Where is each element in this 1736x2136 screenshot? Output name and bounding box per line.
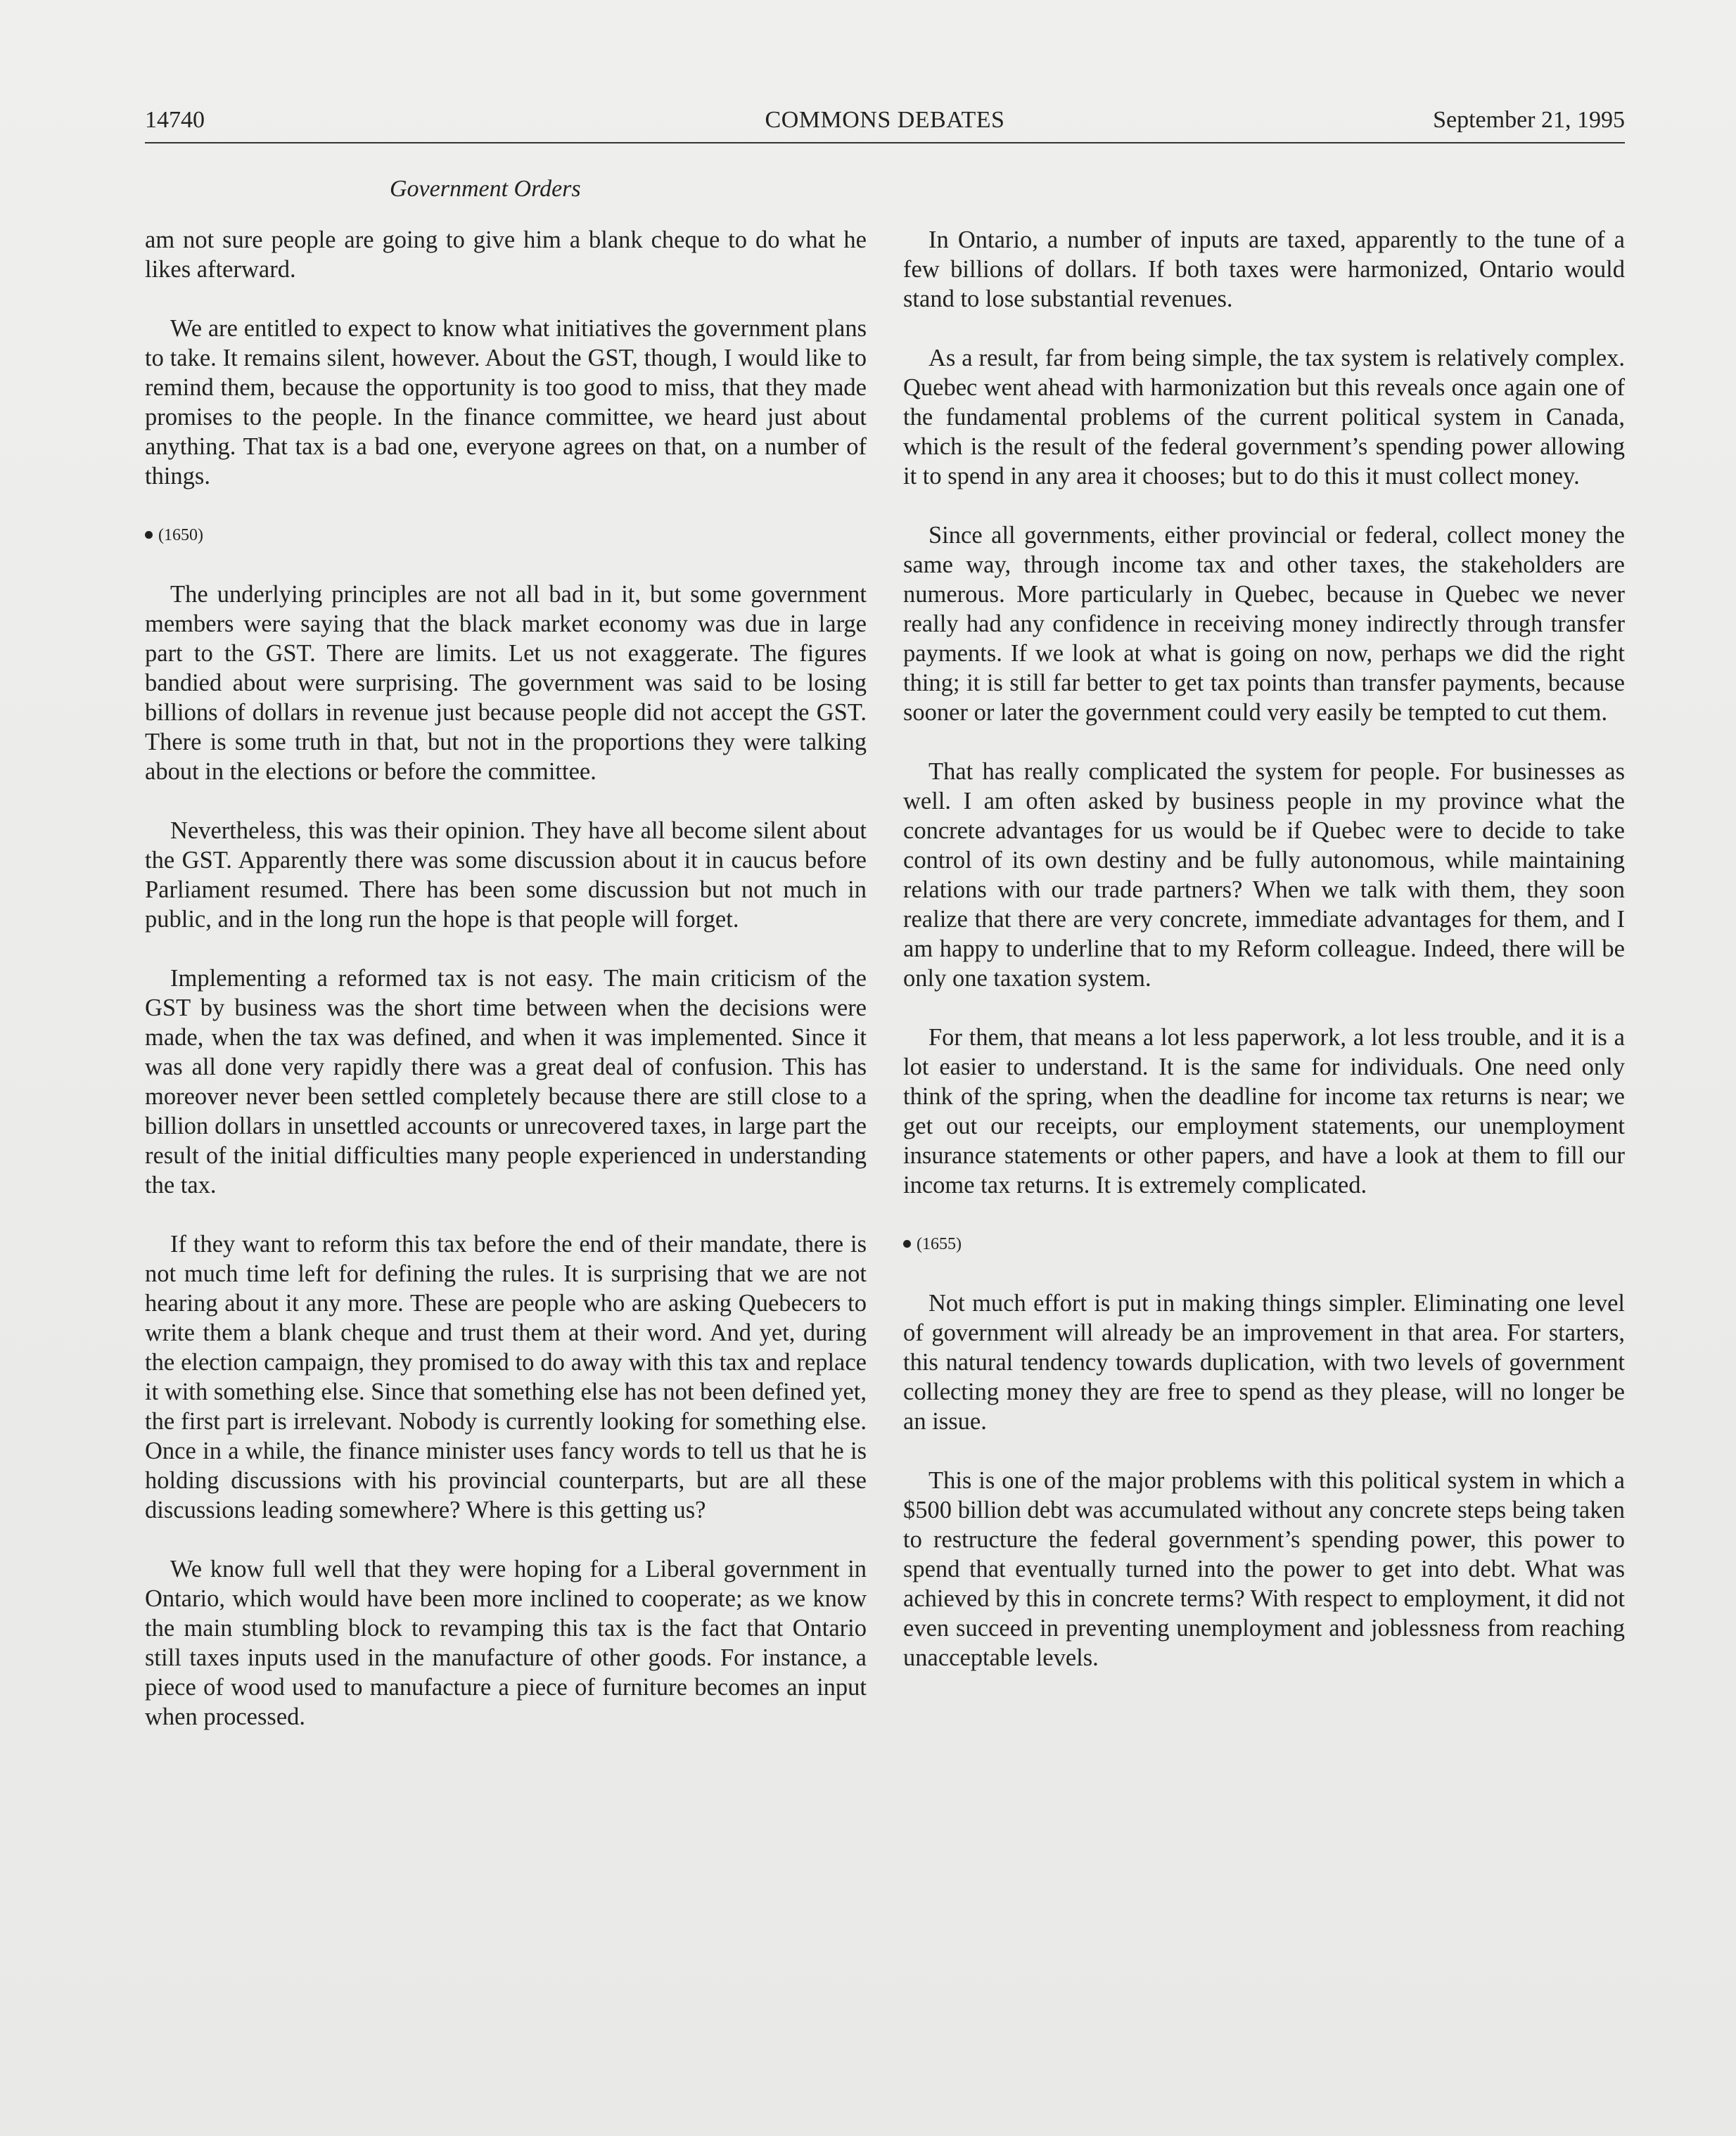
paragraph: This is one of the major problems with this political system in which a $500 billion debt was accumulated without any concrete steps being taken to restructure the federal government’s spending power, this power to spend that eventually turned into the power to get into debt. What was achieved by this in concrete terms? With respect to employment, it did not even succeed in preventing unemployment and joblessness from reaching unacceptable levels. (903, 1467, 1625, 1671)
paragraph: If they want to reform this tax before the end of their mandate, there is not much time left for defining the rules. It is surprising that we are not hearing about it any more. These are people who are asking Quebecers to write them a blank cheque and trust them at their word. And yet, during the election campaign, they promised to do away with this tax and replace it with something else. Since that something else has not been defined yet, the first part is irrelevant. Nobody is currently looking for something else. Once in a while, the finance minister uses fancy words to tell us that he is holding discussions with his provincial counterparts, but are all these discussions leading somewhere? Where is this getting us? (145, 1231, 867, 1523)
time-marker (903, 1229, 1625, 1259)
right-column (903, 225, 1625, 1702)
paragraph: That has really complicated the system for people. For businesses as well. I am often asked by business people in my province what the concrete advantages for us would be if Quebec were to decide to take control of its own destiny and be fully autonomous, while maintaining relations with our trade partners? When we talk with them, they soon realize that there are very concrete, immediate advantages for them, and I am happy to underline that to my Reform colleague. Indeed, there will be only one taxation system. (903, 758, 1625, 992)
time-marker-label: (1655) (917, 1235, 962, 1253)
page-header (145, 103, 1625, 138)
paragraph: Implementing a reformed tax is not easy. The main criticism of the GST by business was the short time between when the decisions were made, when the tax was defined, and when it was implemented. Since it was all done very rapidly there was a great deal of confusion. This has moreover never been settled completely because there are still close to a billion dollars in unsettled accounts or unrecovered taxes, in large part the result of the initial difficulties many people experienced in understanding the tax. (145, 965, 867, 1198)
paragraph: Not much effort is put in making things simpler. Eliminating one level of government will already be an improvement in that area. For starters, this natural tendency towards duplication, with two levels of government collecting money they are free to spend as they please, will no longer be an issue. (903, 1290, 1625, 1435)
paragraph: As a result, far from being simple, the tax system is relatively complex. Quebec went ahead with harmonization but this reveals once again one of the fundamental problems of the current political system in Canada, which is the result of the federal government’s spending power allowing it to spend in any area it chooses; but to do this it must collect money. (903, 345, 1625, 490)
paragraph: Nevertheless, this was their opinion. They have all become silent about the GST. Apparently there was some discussion about it in caucus before Parliament resumed. There has been some discussion but not much in public, and in the long run the hope is that people will forget. (145, 817, 867, 933)
bullet-icon (903, 1240, 911, 1248)
paragraph: We are entitled to expect to know what initiatives the government plans to take. It remains silent, however. About the GST, though, I would like to remind them, because the opportunity is too good to miss, that they made promises to the people. In the finance committee, we heard just about anything. That tax is a bad one, everyone agrees on that, on a number of things. (145, 315, 867, 490)
header-date: September 21, 1995 (1433, 107, 1625, 133)
paragraph: We know full well that they were hoping for a Liberal government in Ontario, which would have been more inclined to cooperate; as we know the main stumbling block to revamping this tax is the fact that Ontario still taxes inputs used in the manufacture of other goods. For instance, a piece of wood used to manufacture a piece of furniture becomes an input when processed. (145, 1556, 867, 1730)
time-marker-label: (1650) (158, 526, 203, 544)
paragraph: In Ontario, a number of inputs are taxed, apparently to the tune of a few billions of dollars. If both taxes were harmonized, Ontario would stand to lose substantial revenues. (903, 226, 1625, 312)
bullet-icon (145, 531, 153, 539)
page-number: 14740 (145, 107, 205, 133)
time-marker (145, 520, 867, 550)
left-column (145, 225, 867, 1761)
publication-title: COMMONS DEBATES (765, 107, 1005, 133)
header-rule (145, 142, 1625, 143)
paragraph: Since all governments, either provincial or federal, collect money the same way, through income tax and other taxes, the stakeholders are numerous. More particularly in Quebec, because in Quebec we never really had any confidence in receiving money indirectly through transfer payments. If we look at what is going on now, perhaps we did the right thing; it is still far better to get tax points than transfer payments, because sooner or later the government could very easily be tempted to cut them. (903, 522, 1625, 726)
continued-paragraph: am not sure people are going to give him a blank cheque to do what he likes afterward. (145, 226, 867, 283)
paragraph: For them, that means a lot less paperwork, a lot less trouble, and it is a lot easier to understand. It is the same for individuals. One need only think of the spring, when the deadline for income tax returns is near; we get out our receipts, our employment statements, our unemployment insurance statements or other papers, and have a look at them to fill our income tax returns. It is extremely complicated. (903, 1024, 1625, 1198)
section-label: Government Orders (390, 176, 581, 202)
paragraph: The underlying principles are not all bad in it, but some government members were saying that the black market economy was due in large part to the GST. There are limits. Let us not exaggerate. The figures bandied about were surprising. The government was said to be losing billions of dollars in revenue just because people did not accept the GST. There is some truth in that, but not in the proportions they were talking about in the elections or before the committee. (145, 581, 867, 785)
